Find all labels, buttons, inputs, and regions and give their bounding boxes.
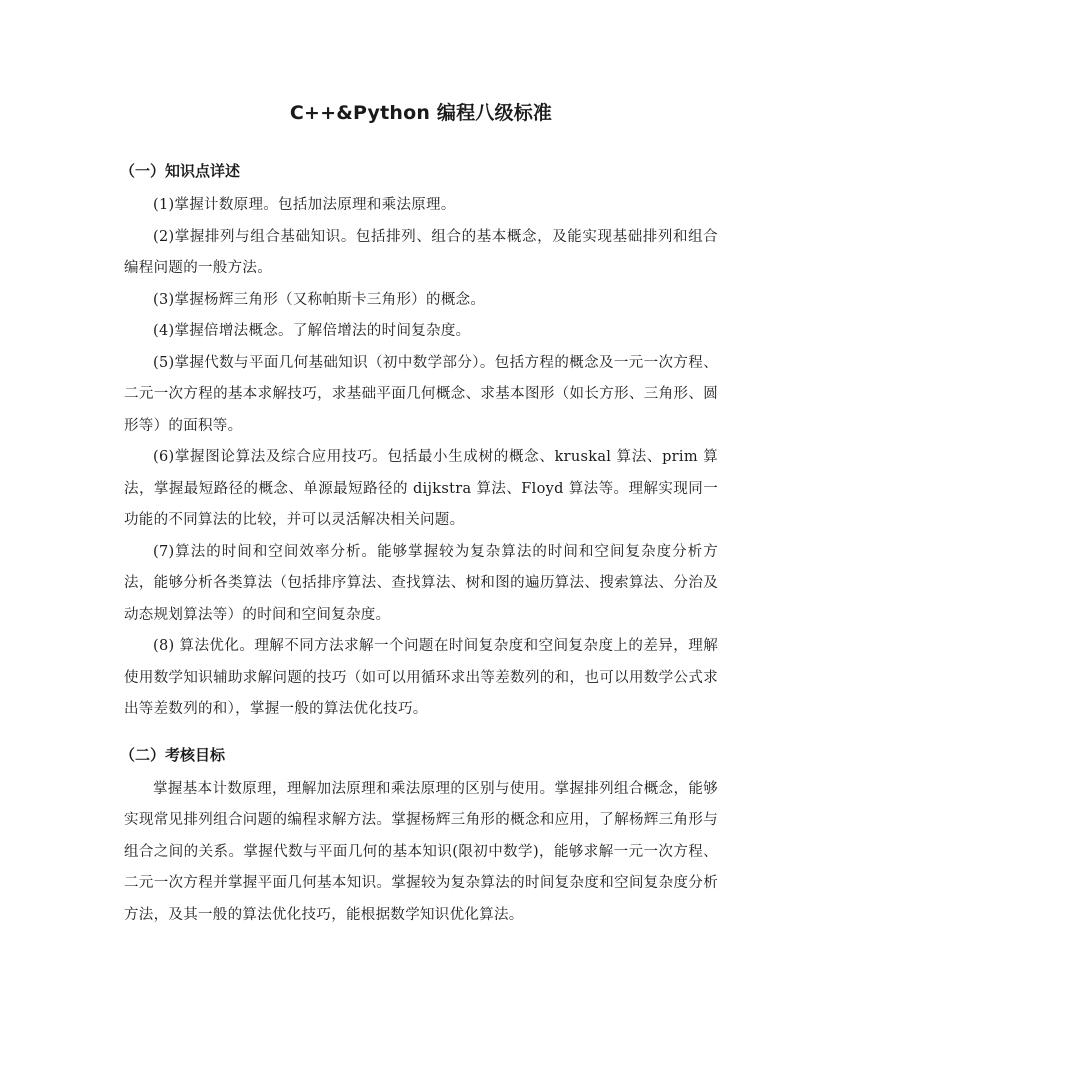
section-heading-objectives: （二）考核目标 <box>120 745 226 764</box>
knowledge-item-3: (3)掌握杨辉三角形（又称帕斯卡三角形）的概念。 <box>153 291 486 308</box>
knowledge-item-2: (2)掌握排列与组合基础知识。包括排列、组合的基本概念，及能实现基础排列和组合编程问题的一般方法。 <box>124 228 718 276</box>
knowledge-item-7: (7)算法的时间和空间效率分析。能够掌握较为复杂算法的时间和空间复杂度分析方法，能够分析各类算法（包括排序算法、查找算法、树和图的遍历算法、搜索算法、分治及动态规划算法等）的时间和空间复杂度。 <box>124 543 718 623</box>
knowledge-item-5: (5)掌握代数与平面几何基础知识（初中数学部分）。包括方程的概念及一元一次方程、二元一次方程的基本求解技巧，求基础平面几何概念、求基本图形（如长方形、三角形、圆形等）的面积等。 <box>124 354 718 434</box>
knowledge-item-1: (1)掌握计数原理。包括加法原理和乘法原理。 <box>153 197 456 213</box>
knowledge-item-6: (6)掌握图论算法及综合应用技巧。包括最小生成树的概念、kruskal 算法、prim 算法，掌握最短路径的概念、单源最短路径的 dijkstra 算法、Floyd 算法等。理解实现同一功能的不同算法的比较，并可以灵活解决相关问题。 <box>124 449 718 528</box>
knowledge-item-4: (4)掌握倍增法概念。了解倍增法的时间复杂度。 <box>153 323 471 339</box>
document-page <box>120 96 718 931</box>
section-heading-knowledge: （一）知识点详述 <box>120 162 241 180</box>
knowledge-item-8: (8) 算法优化。理解不同方法求解一个问题在时间复杂度和空间复杂度上的差异，理解使用数学知识辅助求解问题的技巧（如可以用循环求出等差数列的和，也可以用数学公式求出等差数列的和），掌握一般的算法优化技巧。 <box>124 638 718 717</box>
document-title: C++&Python 编程八级标准 <box>289 102 553 124</box>
objectives-body: 掌握基本计数原理，理解加法原理和乘法原理的区别与使用。掌握排列组合概念，能够实现常见排列组合问题的编程求解方法。掌握杨辉三角形的概念和应用，了解杨辉三角形与组合之间的关系。掌握代数与平面几何的基本知识(限初中数学)，能够求解一元一次方程、二元一次方程并掌握平面几何基本知识。掌握较为复杂算法的时间复杂度和空间复杂度分析方法，及其一般的算法优化技巧，能根据数学知识优化算法。 <box>124 780 718 923</box>
